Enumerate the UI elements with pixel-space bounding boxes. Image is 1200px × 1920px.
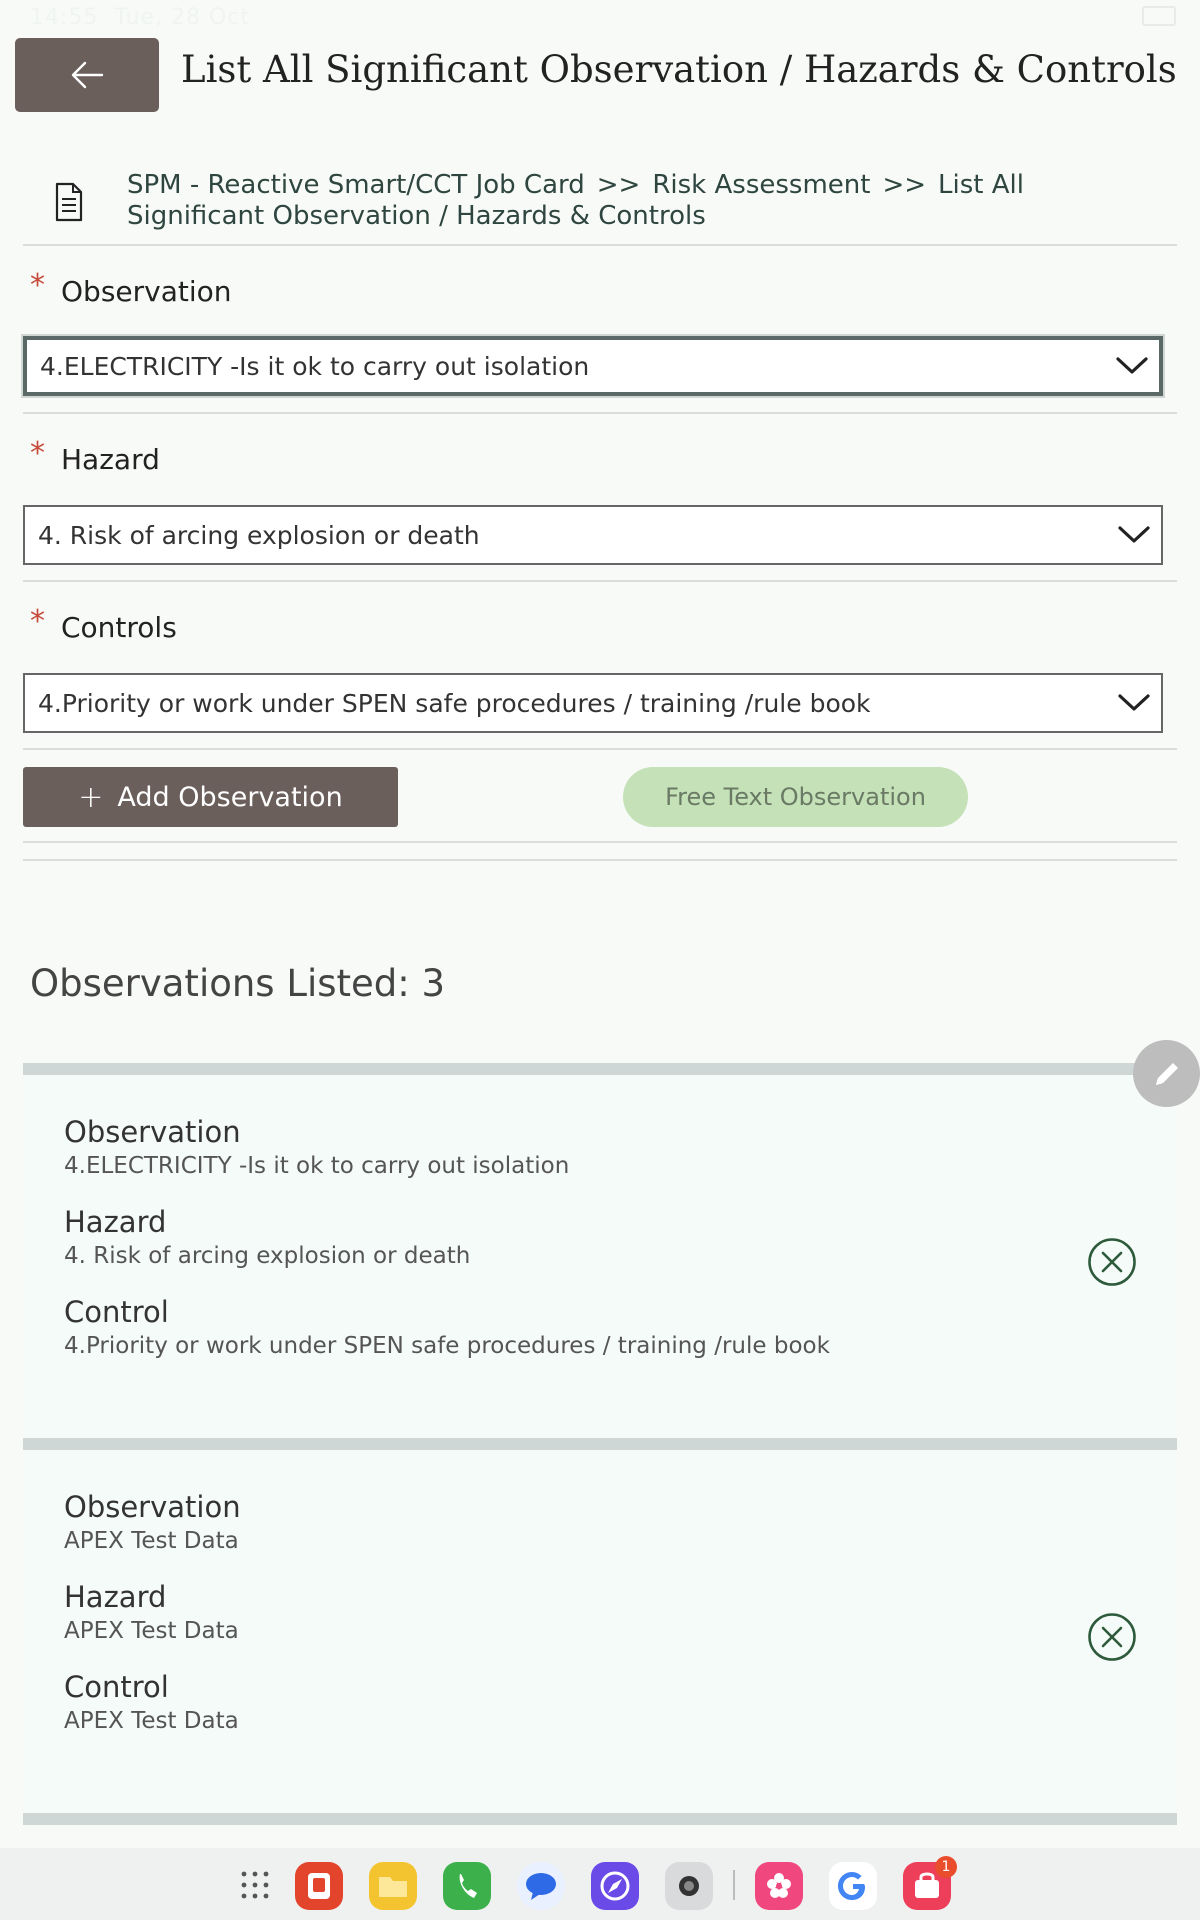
card-hazard-label: Hazard xyxy=(64,1580,167,1614)
breadcrumb-row xyxy=(23,160,1177,246)
camera-app-icon[interactable] xyxy=(665,1862,713,1910)
store-app-icon[interactable] xyxy=(903,1859,951,1910)
page-title: List All Significant Observation / Hazards & Controls xyxy=(181,48,1177,91)
observation-label: * Observation xyxy=(30,268,232,308)
remove-circle-icon[interactable] xyxy=(1087,1612,1137,1662)
files-app-icon[interactable] xyxy=(369,1862,417,1910)
card-control-value: 4.Priority or work under SPEN safe procedures / training /rule book xyxy=(64,1333,830,1359)
hazard-select[interactable] xyxy=(23,505,1163,565)
status-bar xyxy=(0,0,1200,34)
card-hazard xyxy=(64,1580,239,1644)
pencil-icon xyxy=(1151,1058,1183,1090)
controls-label: * Controls xyxy=(30,604,177,644)
required-marker: * xyxy=(30,268,45,303)
back-button[interactable] xyxy=(15,38,159,112)
required-marker: * xyxy=(30,604,45,639)
chevron-down-icon xyxy=(1117,524,1151,546)
card-observation-label: Observation xyxy=(64,1490,241,1524)
phone-app-icon[interactable] xyxy=(443,1862,491,1910)
card-hazard-value: APEX Test Data xyxy=(64,1618,239,1644)
breadcrumb xyxy=(127,170,1127,232)
required-marker: * xyxy=(30,436,45,471)
google-app-icon[interactable] xyxy=(829,1862,877,1910)
observation-select[interactable] xyxy=(23,336,1163,396)
controls-select[interactable] xyxy=(23,673,1163,733)
card-control-label: Control xyxy=(64,1295,169,1329)
card-hazard xyxy=(64,1205,470,1269)
breadcrumb-risk-assessment[interactable]: Risk Assessment xyxy=(652,170,871,200)
divider xyxy=(23,580,1177,582)
battery-icon xyxy=(1142,6,1176,26)
card-control-label: Control xyxy=(64,1670,169,1704)
chevron-down-icon xyxy=(1115,355,1149,377)
taskbar-dock xyxy=(0,1848,1200,1920)
divider xyxy=(23,841,1177,843)
controls-select-value: 4.Priority or work under SPEN safe procedures / training /rule book xyxy=(38,688,871,718)
notification-badge: 1 xyxy=(935,1856,957,1878)
card-separator xyxy=(23,1813,1177,1825)
breadcrumb-current: List All Significant Observation / Hazards & Controls xyxy=(127,170,1024,231)
card-control xyxy=(64,1670,239,1734)
app-drawer-icon[interactable] xyxy=(238,1868,272,1902)
plus-icon: + xyxy=(78,779,104,815)
remove-circle-icon[interactable] xyxy=(1087,1237,1137,1287)
free-text-observation-button[interactable]: Free Text Observation xyxy=(623,767,968,827)
messages-app-icon[interactable] xyxy=(517,1862,565,1910)
observation-card xyxy=(23,1063,1177,1440)
breadcrumb-job-card[interactable]: SPM - Reactive Smart/CCT Job Card xyxy=(127,170,585,200)
add-observation-button[interactable]: + Add Observation xyxy=(23,767,398,827)
card-hazard-label: Hazard xyxy=(64,1205,167,1239)
divider xyxy=(23,859,1177,861)
hazard-label: * Hazard xyxy=(30,436,160,476)
observation-card xyxy=(23,1438,1177,1815)
card-observation-value: APEX Test Data xyxy=(64,1528,239,1554)
card-observation xyxy=(64,1115,569,1179)
card-control xyxy=(64,1295,830,1359)
edit-button[interactable] xyxy=(1133,1040,1200,1107)
hazard-select-value: 4. Risk of arcing explosion or death xyxy=(38,520,480,550)
gallery-app-icon[interactable] xyxy=(755,1862,803,1910)
breadcrumb-separator: >> xyxy=(596,170,641,200)
breadcrumb-separator: >> xyxy=(882,170,927,200)
card-observation xyxy=(64,1490,241,1554)
status-time: 14:55 Tue, 28 Oct xyxy=(30,5,250,30)
browser-app-icon[interactable] xyxy=(591,1862,639,1910)
card-observation-label: Observation xyxy=(64,1115,241,1149)
card-observation-value: 4.ELECTRICITY -Is it ok to carry out isolation xyxy=(64,1153,570,1179)
divider xyxy=(23,412,1177,414)
observation-select-value: 4.ELECTRICITY -Is it ok to carry out isolation xyxy=(40,351,590,381)
notes-app-icon[interactable] xyxy=(295,1862,343,1910)
document-icon xyxy=(53,182,85,222)
card-control-value: APEX Test Data xyxy=(64,1708,239,1734)
dock-separator xyxy=(733,1870,735,1900)
chevron-down-icon xyxy=(1117,692,1151,714)
divider xyxy=(23,748,1177,750)
card-hazard-value: 4. Risk of arcing explosion or death xyxy=(64,1243,471,1269)
observations-count-heading: Observations Listed: 3 xyxy=(30,962,446,1005)
arrow-left-icon xyxy=(70,60,104,90)
